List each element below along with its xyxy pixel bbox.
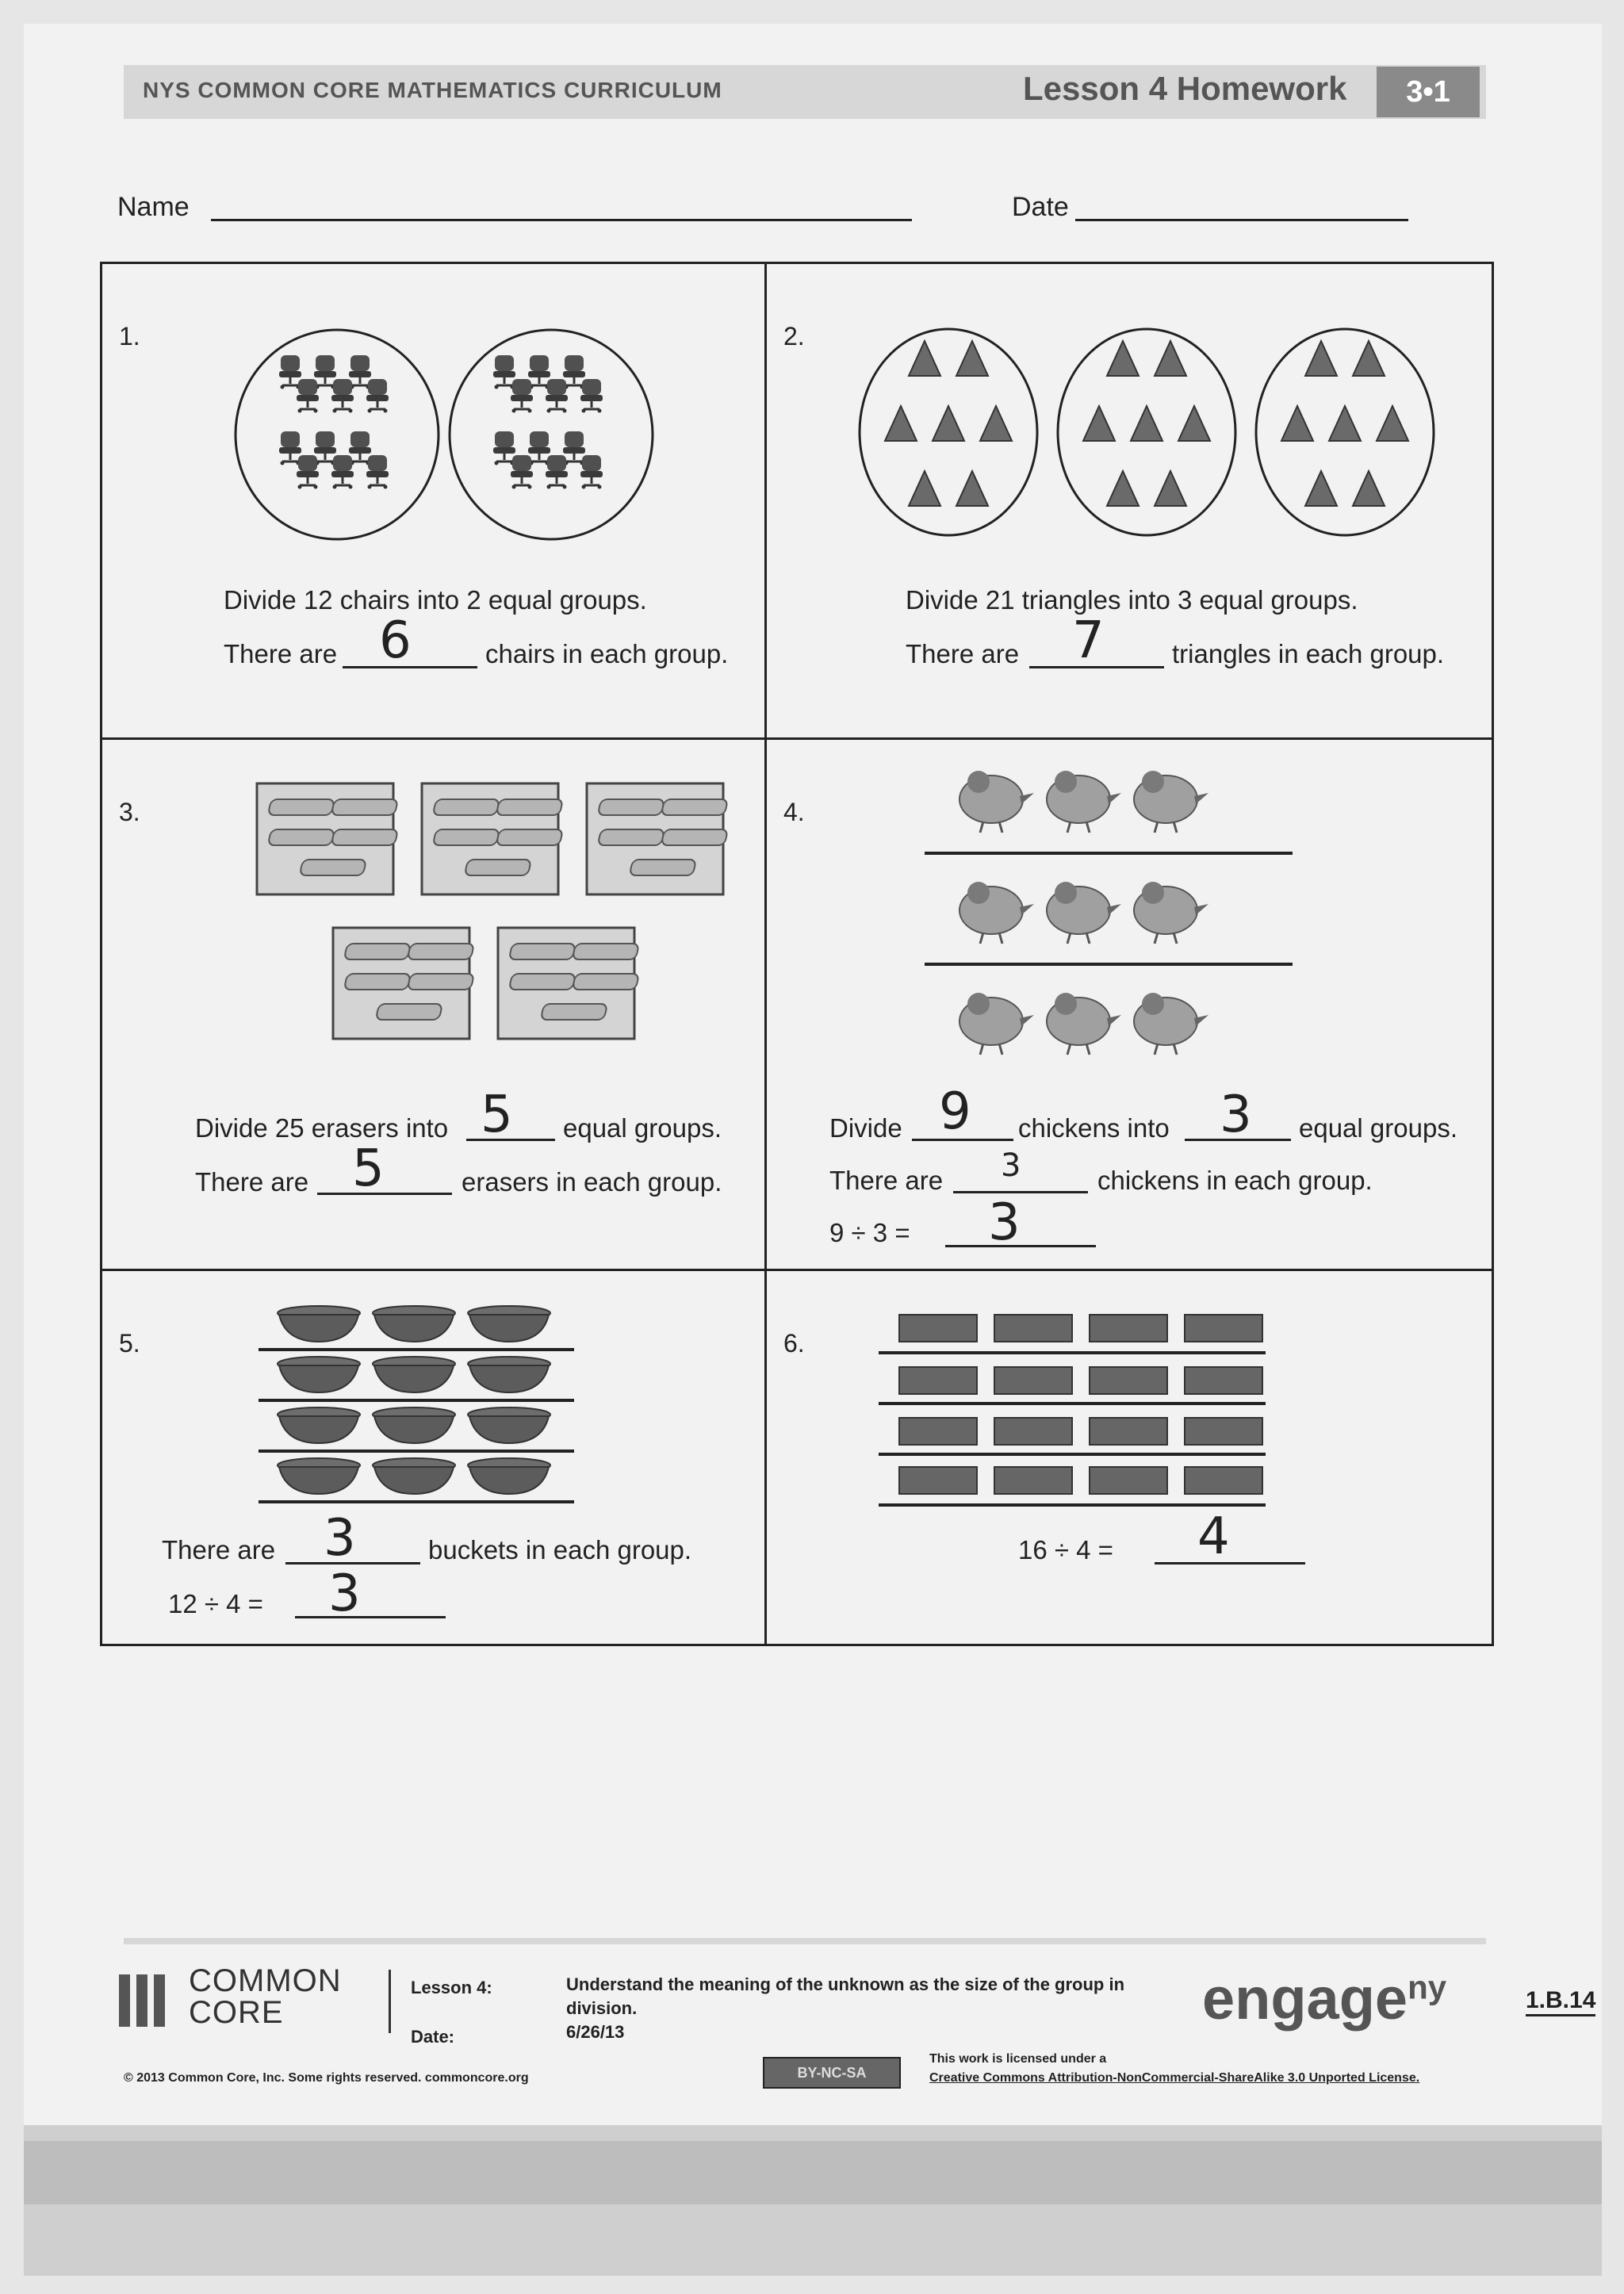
problem-3-size-answer: 5 xyxy=(352,1139,385,1198)
problem-5-number: 5. xyxy=(119,1329,140,1358)
problem-4-groups-answer: 3 xyxy=(1220,1086,1252,1144)
problem-6-number: 6. xyxy=(783,1329,805,1358)
rectangle-group-1 xyxy=(879,1315,1266,1353)
license-link[interactable]: Creative Commons Attribution-NonCommercial-ShareAlike 3.0 Unported License. xyxy=(929,2071,1420,2085)
copyright-notice: © 2013 Common Core, Inc. Some rights reserved. commoncore.org xyxy=(124,2071,529,2085)
problem-4-chickens-illustration xyxy=(920,761,1300,1078)
footer-date-label: Date: xyxy=(411,2027,455,2047)
common-core-logo-mark xyxy=(119,1974,171,2031)
chair-group-1 xyxy=(236,330,439,539)
bucket-group-1 xyxy=(259,1306,574,1350)
grid-divider-row2 xyxy=(100,1269,1492,1271)
problem-1-answer: 6 xyxy=(379,611,412,670)
rectangle-group-3 xyxy=(879,1418,1266,1454)
problem-4-size-answer: 3 xyxy=(1001,1147,1021,1184)
eraser-group-1 xyxy=(257,783,398,894)
problem-3-statement-end: erasers in each group. xyxy=(462,1167,722,1197)
problem-1-prompt: Divide 12 chairs into 2 equal groups. xyxy=(224,585,647,615)
rectangle-group-4 xyxy=(879,1467,1266,1505)
problem-1-statement-end: chairs in each group. xyxy=(485,639,729,668)
problem-4-number: 4. xyxy=(783,798,805,826)
problem-4-statement-start: There are xyxy=(829,1166,944,1195)
chicken-group-3 xyxy=(959,993,1208,1055)
eraser-group-2 xyxy=(422,783,563,894)
bucket-group-3 xyxy=(259,1407,574,1451)
eraser-group-5 xyxy=(498,928,639,1039)
chicken-group-1 xyxy=(925,771,1293,853)
page-id: 1.B.14 xyxy=(1526,1987,1595,2016)
problem-5-equation-answer: 3 xyxy=(328,1564,361,1623)
bucket-group-2 xyxy=(259,1357,574,1400)
problem-4-total-answer: 9 xyxy=(939,1082,971,1141)
problem-4-prompt-mid: chickens into xyxy=(1018,1113,1170,1143)
common-core-logo-text xyxy=(189,1965,342,2028)
problem-6-equation-blank[interactable] xyxy=(1155,1562,1305,1564)
scan-shadow-band xyxy=(24,2141,1602,2204)
problem-5-statement-end: buckets in each group. xyxy=(428,1535,692,1564)
problem-4-prompt-end: equal groups. xyxy=(1299,1113,1457,1143)
grid-divider-vertical xyxy=(764,262,767,1644)
problem-2-answer: 7 xyxy=(1072,611,1105,670)
problem-3-number: 3. xyxy=(119,798,140,826)
footer-lesson-label: Lesson 4: xyxy=(411,1978,492,1997)
problem-1-number: 1. xyxy=(119,322,140,350)
problem-4-equation-answer: 3 xyxy=(988,1193,1021,1252)
problem-2-prompt: Divide 21 triangles into 3 equal groups. xyxy=(906,585,1358,615)
date-label: Date xyxy=(1012,192,1069,222)
eraser-group-3 xyxy=(587,783,728,894)
problem-2-statement-start: There are xyxy=(906,639,1020,668)
logo-line-2: CORE xyxy=(189,1995,284,2030)
problem-2-statement-end: triangles in each group. xyxy=(1172,639,1445,668)
license-text: This work is licensed under a xyxy=(929,2052,1107,2066)
footer-divider xyxy=(389,1970,391,2033)
eraser-group-4 xyxy=(333,928,474,1039)
problem-6-rectangles-illustration xyxy=(872,1300,1269,1522)
chicken-group-2 xyxy=(925,882,1293,964)
footer-rule xyxy=(124,1938,1486,1944)
problem-6-equation: 16 ÷ 4 = xyxy=(1018,1535,1113,1564)
problem-4-equation: 9 ÷ 3 = xyxy=(829,1218,910,1247)
problem-2-triangles-illustration xyxy=(853,317,1440,563)
problem-5-answer: 3 xyxy=(324,1509,356,1568)
problem-4-size-blank[interactable] xyxy=(953,1191,1088,1193)
footer-date: 6/26/13 xyxy=(566,2022,625,2042)
name-field[interactable] xyxy=(211,219,912,221)
lesson-title: Lesson 4 Homework xyxy=(1023,70,1347,107)
engage-text: engage xyxy=(1202,1966,1408,2032)
problem-3-groups-answer: 5 xyxy=(481,1086,513,1144)
cc-license-badge: BY-NC-SA xyxy=(763,2057,901,2089)
engageny-logo xyxy=(1202,1965,1446,2032)
problem-5-buckets-illustration xyxy=(254,1300,587,1522)
problem-5-statement-start: There are xyxy=(162,1535,276,1564)
footer-description xyxy=(566,1973,1153,2044)
curriculum-title: NYS COMMON CORE MATHEMATICS CURRICULUM xyxy=(143,78,722,102)
date-field[interactable] xyxy=(1075,219,1408,221)
footer-lesson-objective: Understand the meaning of the unknown as the size of the group in division. xyxy=(566,1974,1125,2018)
problem-6-equation-answer: 4 xyxy=(1197,1507,1230,1566)
problem-3-prompt-end: equal groups. xyxy=(563,1113,722,1143)
name-label: Name xyxy=(117,192,190,222)
problem-2-number: 2. xyxy=(783,322,805,350)
problem-5-equation-blank[interactable] xyxy=(295,1616,446,1618)
logo-line-1: COMMON xyxy=(189,1963,342,1998)
problem-4-equation-blank[interactable] xyxy=(945,1245,1096,1247)
problem-1-chairs-illustration xyxy=(230,317,674,555)
problem-3-statement-start: There are xyxy=(195,1167,309,1197)
chair-group-2 xyxy=(450,330,653,539)
rectangle-group-2 xyxy=(879,1367,1266,1404)
problem-5-equation: 12 ÷ 4 = xyxy=(168,1589,263,1618)
problem-4-statement-end: chickens in each group. xyxy=(1097,1166,1373,1195)
problem-3-size-blank[interactable] xyxy=(317,1193,452,1195)
grade-module-badge: 3•1 xyxy=(1377,67,1480,117)
ny-text: ny xyxy=(1408,1968,1447,2006)
problem-3-prompt-start: Divide 25 erasers into xyxy=(195,1113,449,1143)
problem-3-erasers-illustration xyxy=(254,777,730,1047)
bucket-group-4 xyxy=(259,1458,574,1502)
problem-1-statement-start: There are xyxy=(224,639,338,668)
grid-divider-row1 xyxy=(100,737,1492,740)
problem-4-prompt-start: Divide xyxy=(829,1113,902,1143)
